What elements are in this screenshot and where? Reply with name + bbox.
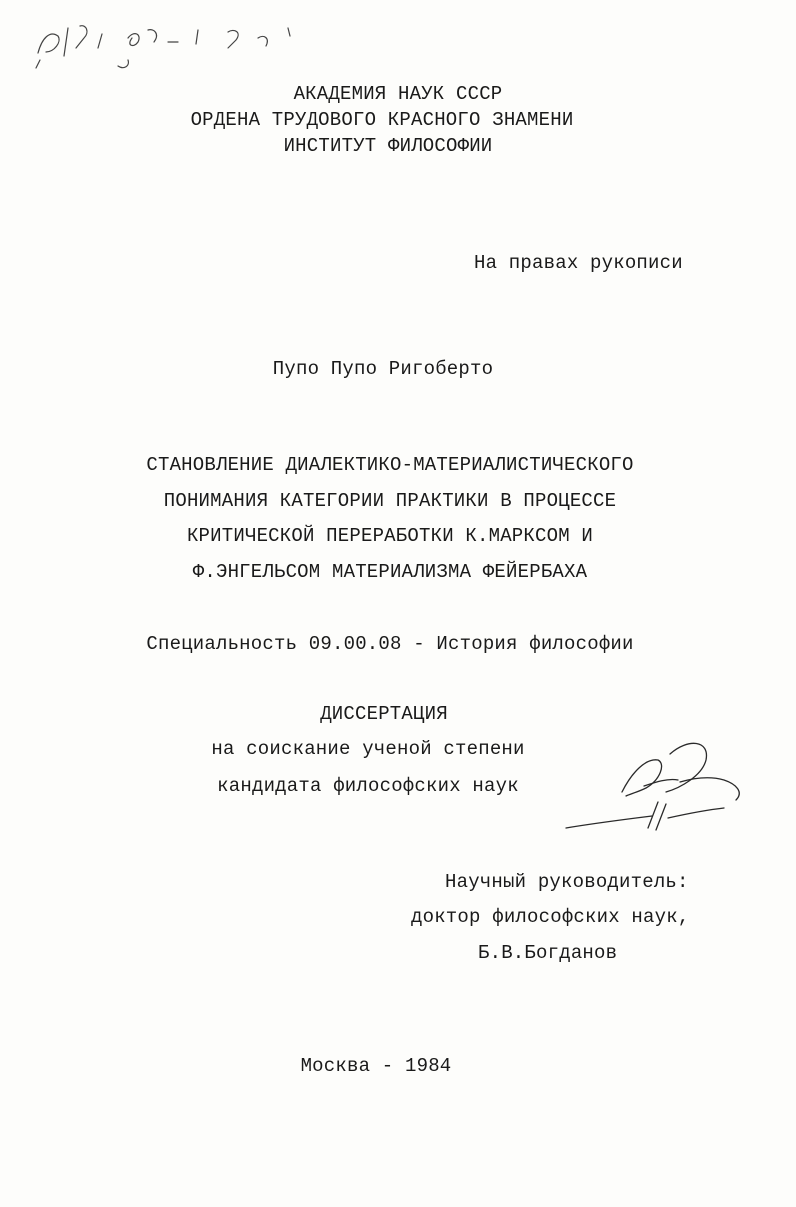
title-line-3: КРИТИЧЕСКОЙ ПЕРЕРАБОТКИ К.МАРКСОМ И — [186, 525, 594, 547]
author-name: Пупо Пупо Ригоберто — [272, 358, 494, 380]
rights-note: На правах рукописи — [474, 252, 683, 274]
supervisor-name: Б.В.Богданов — [478, 942, 618, 964]
title-line-4: Ф.ЭНГЕЛЬСОМ МАТЕРИАЛИЗМА ФЕЙЕРБАХА — [192, 561, 588, 583]
title-line-1: СТАНОВЛЕНИЕ ДИАЛЕКТИКО-МАТЕРИАЛИСТИЧЕСКОГО — [146, 454, 634, 476]
dissertation-degree-line-2: кандидата философских наук — [217, 775, 519, 797]
supervisor-label: Научный руководитель: — [445, 871, 689, 893]
institute-name: ИНСТИТУТ ФИЛОСОФИИ — [283, 135, 493, 157]
dissertation-label: ДИССЕРТАЦИЯ — [320, 703, 448, 725]
academy-name: АКАДЕМИЯ НАУК СССР — [293, 83, 503, 105]
dissertation-degree-line-1: на соискание ученой степени — [211, 738, 525, 760]
specialty: Специальность 09.00.08 - История философии — [146, 633, 634, 655]
title-line-2: ПОНИМАНИЯ КАТЕГОРИИ ПРАКТИКИ В ПРОЦЕССЕ — [163, 490, 617, 512]
handwritten-annotation — [28, 8, 318, 78]
handwritten-signature — [560, 730, 760, 840]
place-and-year: Москва - 1984 — [300, 1055, 452, 1077]
supervisor-degree: доктор философских наук, — [411, 906, 690, 928]
order-name: ОРДЕНА ТРУДОВОГО КРАСНОГО ЗНАМЕНИ — [190, 109, 574, 131]
